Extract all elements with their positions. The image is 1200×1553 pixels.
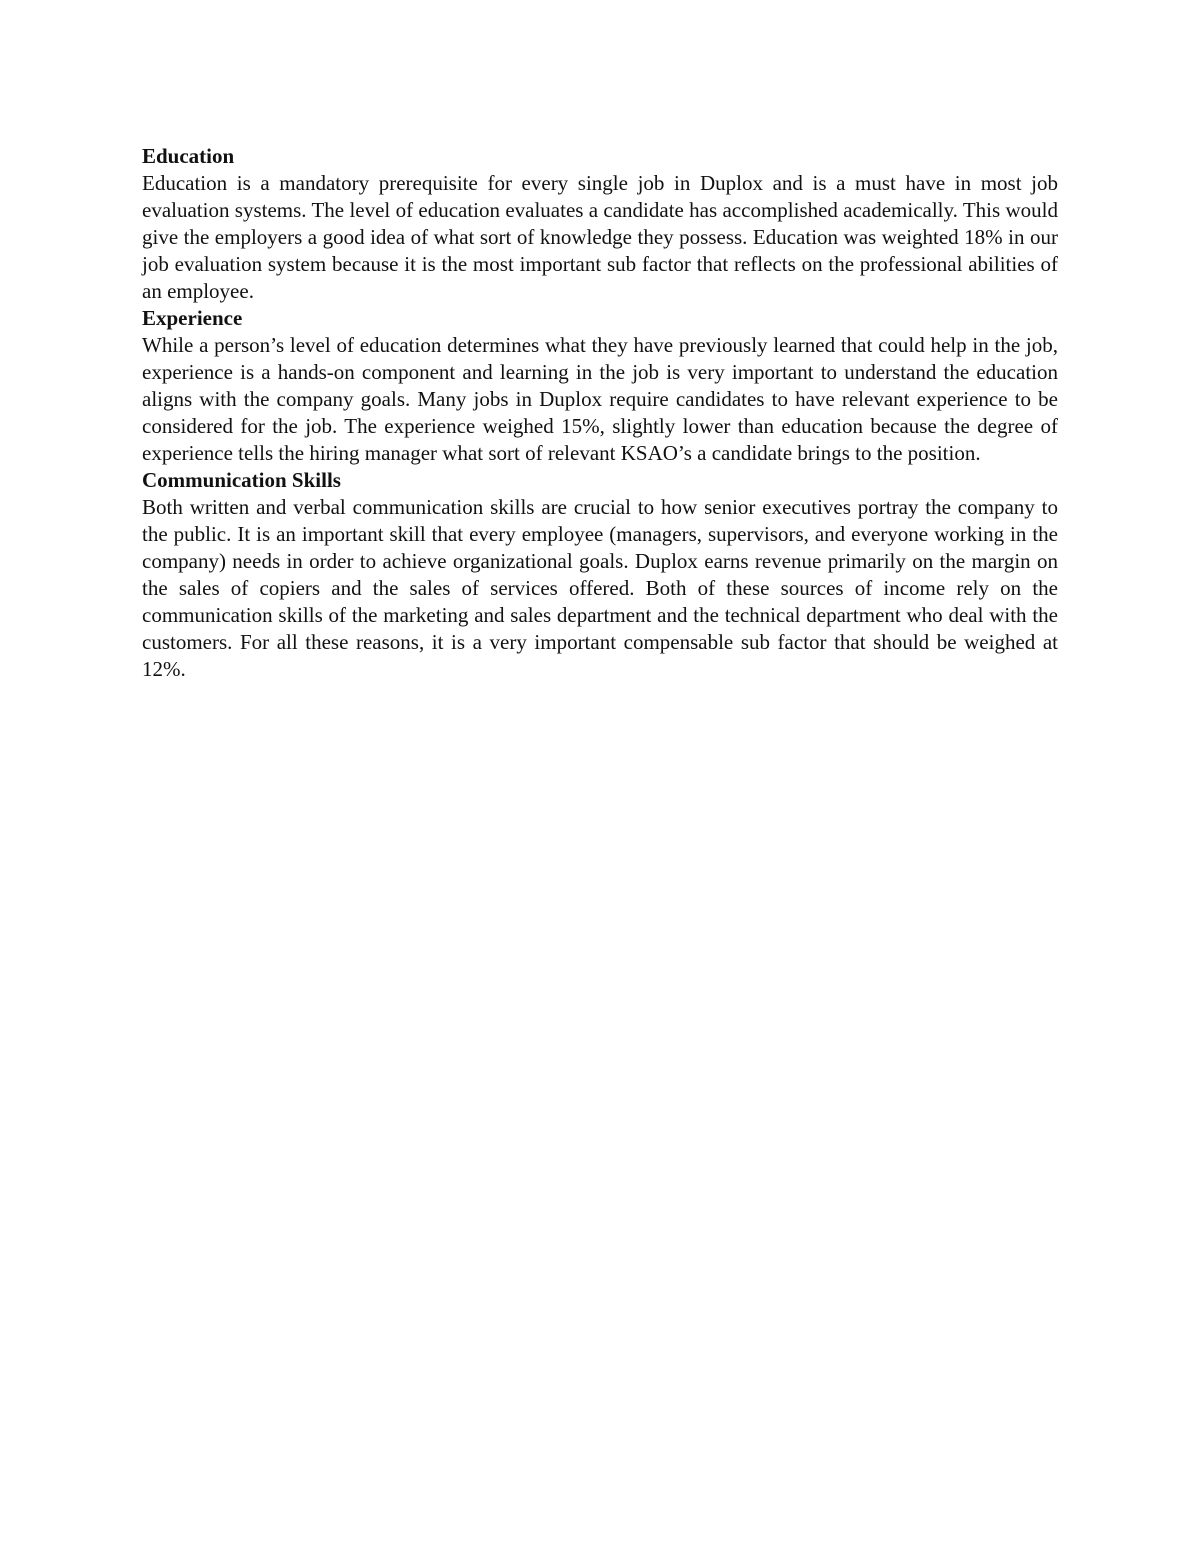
- section-education: [142, 143, 1058, 305]
- section-paragraph: Both written and verbal communication skills are crucial to how senior executives portray the company to the public. It is an important skill that every employee (managers, supervisors, and everyone working in the company) needs in order to achieve organizational goals. Duplox earns revenue primarily on the margin on the sales of copiers and the sales of services offered. Both of these sources of income rely on the communication skills of the marketing and sales department and the technical department who deal with the customers. For all these reasons, it is a very important compensable sub factor that should be weighed at 12%.: [142, 495, 1058, 681]
- section-heading: Experience: [142, 306, 243, 330]
- section-heading: Education: [142, 144, 235, 168]
- document-body: [142, 143, 1058, 683]
- section-communication-skills: [142, 467, 1058, 683]
- section-paragraph: While a person’s level of education determines what they have previously learned that could help in the job, experience is a hands-on component and learning in the job is very important to understand the education aligns with the company goals. Many jobs in Duplox require candidates to have relevant experience to be considered for the job. The experience weighed 15%, slightly lower than education because the degree of experience tells the hiring manager what sort of relevant KSAO’s a candidate brings to the position.: [142, 333, 1058, 465]
- section-heading: Communication Skills: [142, 468, 341, 492]
- section-paragraph: Education is a mandatory prerequisite for every single job in Duplox and is a must have in most job evaluation systems. The level of education evaluates a candidate has accomplished academically. This would give the employers a good idea of what sort of knowledge they possess. Education was weighted 18% in our job evaluation system because it is the most important sub factor that reflects on the professional abilities of an employee.: [142, 171, 1058, 303]
- section-experience: [142, 305, 1058, 467]
